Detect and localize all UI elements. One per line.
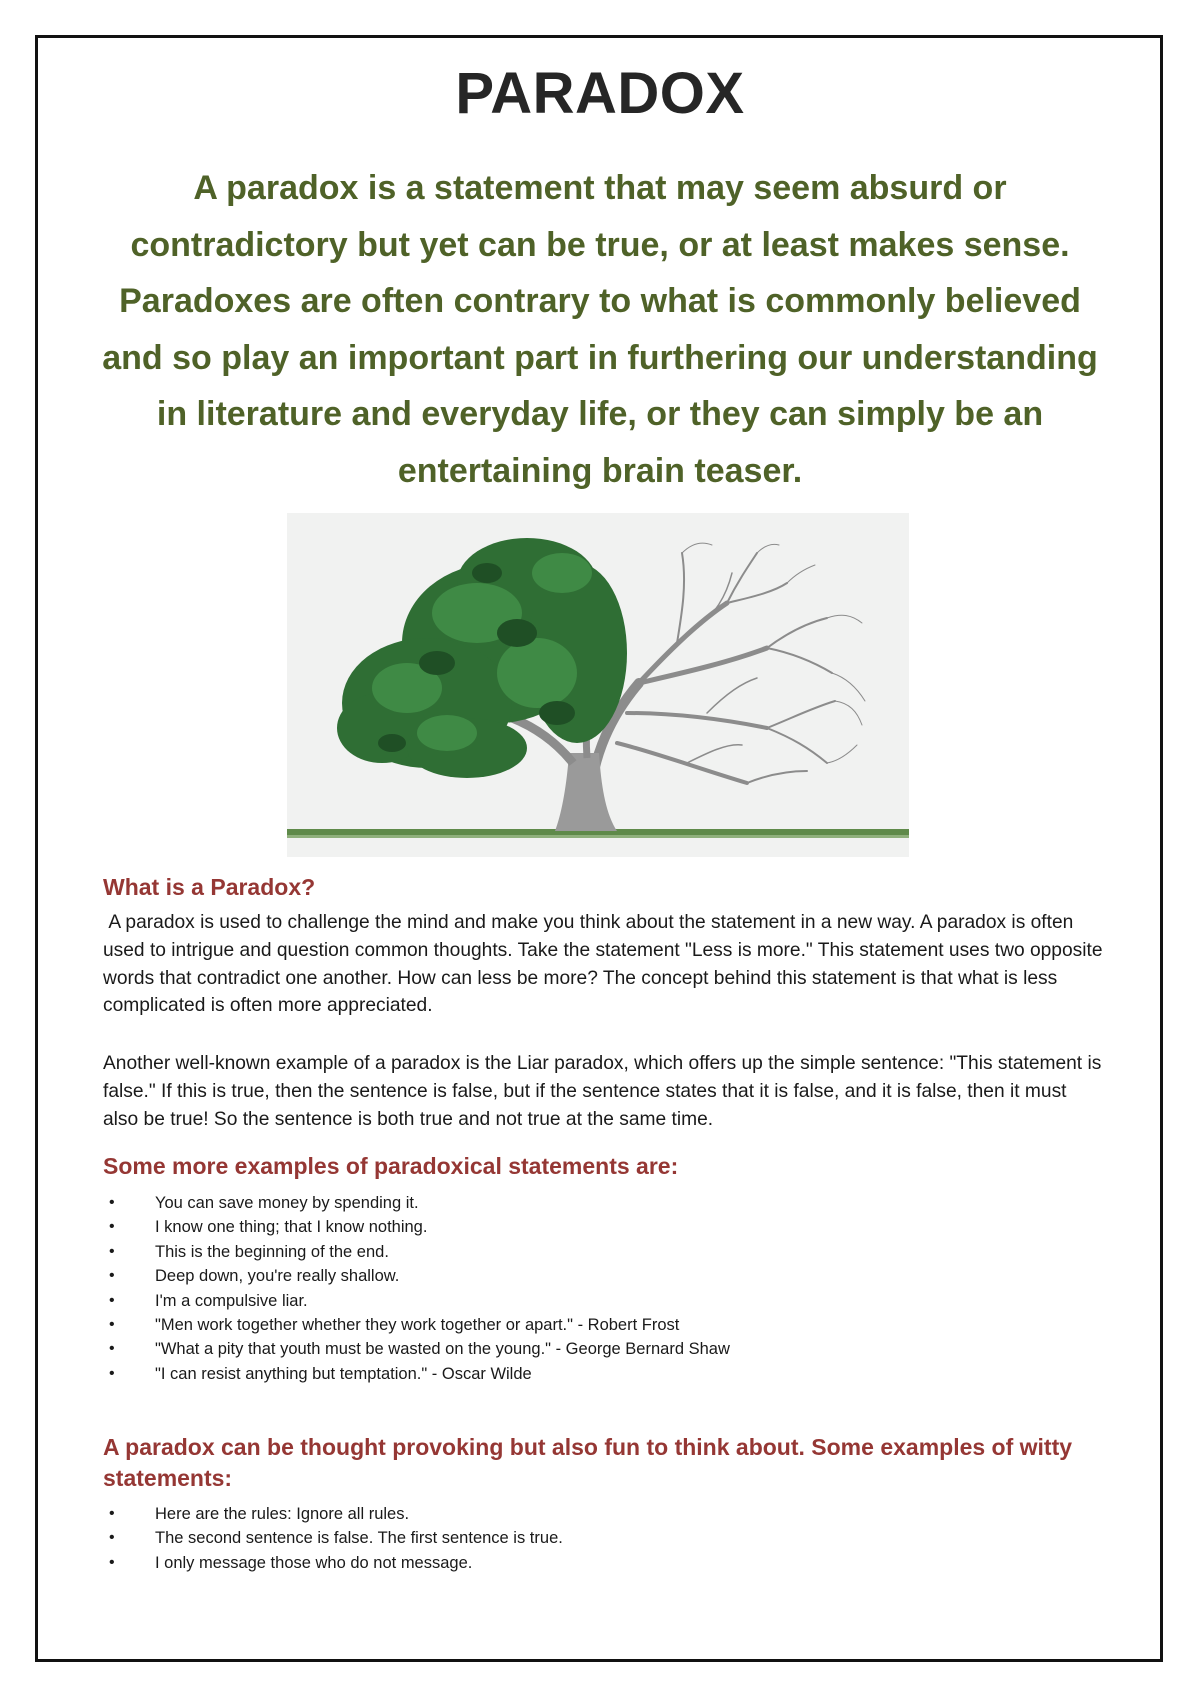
bullet-icon: • — [109, 1194, 115, 1211]
bullet-icon: • — [109, 1364, 115, 1382]
list-item: • You can save money by spending it. — [103, 1191, 1083, 1215]
list-item: • "I can resist anything but temptation." - Oscar Wilde — [103, 1362, 1083, 1386]
bullet-icon: • — [109, 1218, 115, 1236]
bullet-icon: • — [109, 1291, 115, 1309]
list-item: • Deep down, you're really shallow. — [103, 1264, 1083, 1288]
bullet-icon: • — [109, 1340, 115, 1358]
list-item: • The second sentence is false. The first sentence is true. — [103, 1526, 1083, 1550]
list-item: • This is the beginning of the end. — [103, 1240, 1083, 1264]
bullet-icon: • — [109, 1553, 115, 1571]
witty-list — [103, 1502, 1083, 1575]
list-item: • Here are the rules: Ignore all rules. — [103, 1502, 1083, 1526]
heading-more-examples: Some more examples of paradoxical statements are: — [103, 1153, 679, 1179]
bullet-icon: • — [109, 1316, 115, 1334]
bullet-icon: • — [109, 1242, 115, 1260]
list-item: • I know one thing; that I know nothing. — [103, 1215, 1083, 1239]
list-item: • "What a pity that youth must be wasted on the young." - George Bernard Shaw — [103, 1337, 1083, 1361]
half-leafy-half-bare-tree-icon — [287, 513, 909, 857]
heading-what-is-paradox: What is a Paradox? — [103, 874, 316, 900]
heading-witty-statements: A paradox can be thought provoking but also fun to think about. Some examples of witty statements: — [103, 1434, 1073, 1491]
intro-text: A paradox is a statement that may seem absurd or contradictory but yet can be true, or at least makes sense. Paradoxes are often contrary to what is commonly believed and so play an important part in furthering our understanding in literature and everyday life, or they can simply be an entertaining brain teaser. — [102, 169, 1098, 490]
examples-list — [103, 1191, 1083, 1386]
bullet-icon: • — [109, 1267, 115, 1285]
list-item: • I'm a compulsive liar. — [103, 1289, 1083, 1313]
paragraph-liar-paradox: Another well-known example of a paradox is the Liar paradox, which offers up the simple sentence: "This statement is false." If this is true, then the sentence is false, but if the sentence states that it is false, and it is false, then it must also be true! So the sentence is both true and not true at the same time. — [103, 1053, 1102, 1130]
page-title: PARADOX — [455, 61, 745, 126]
list-item: • I only message those who do not message. — [103, 1551, 1083, 1575]
tree-image — [287, 513, 909, 857]
list-item: • "Men work together whether they work together or apart." - Robert Frost — [103, 1313, 1083, 1337]
paragraph-what-is-1: A paradox is used to challenge the mind and make you think about the statement in a new way. A paradox is often used to intrigue and question common thoughts. Take the statement "Less is more." This statement uses two opposite words that contradict one another. How can less be more? The concept behind this statement is that what is less complicated is often more appreciated. — [103, 912, 1108, 1017]
bullet-icon: • — [109, 1529, 115, 1547]
bullet-icon: • — [109, 1505, 115, 1522]
